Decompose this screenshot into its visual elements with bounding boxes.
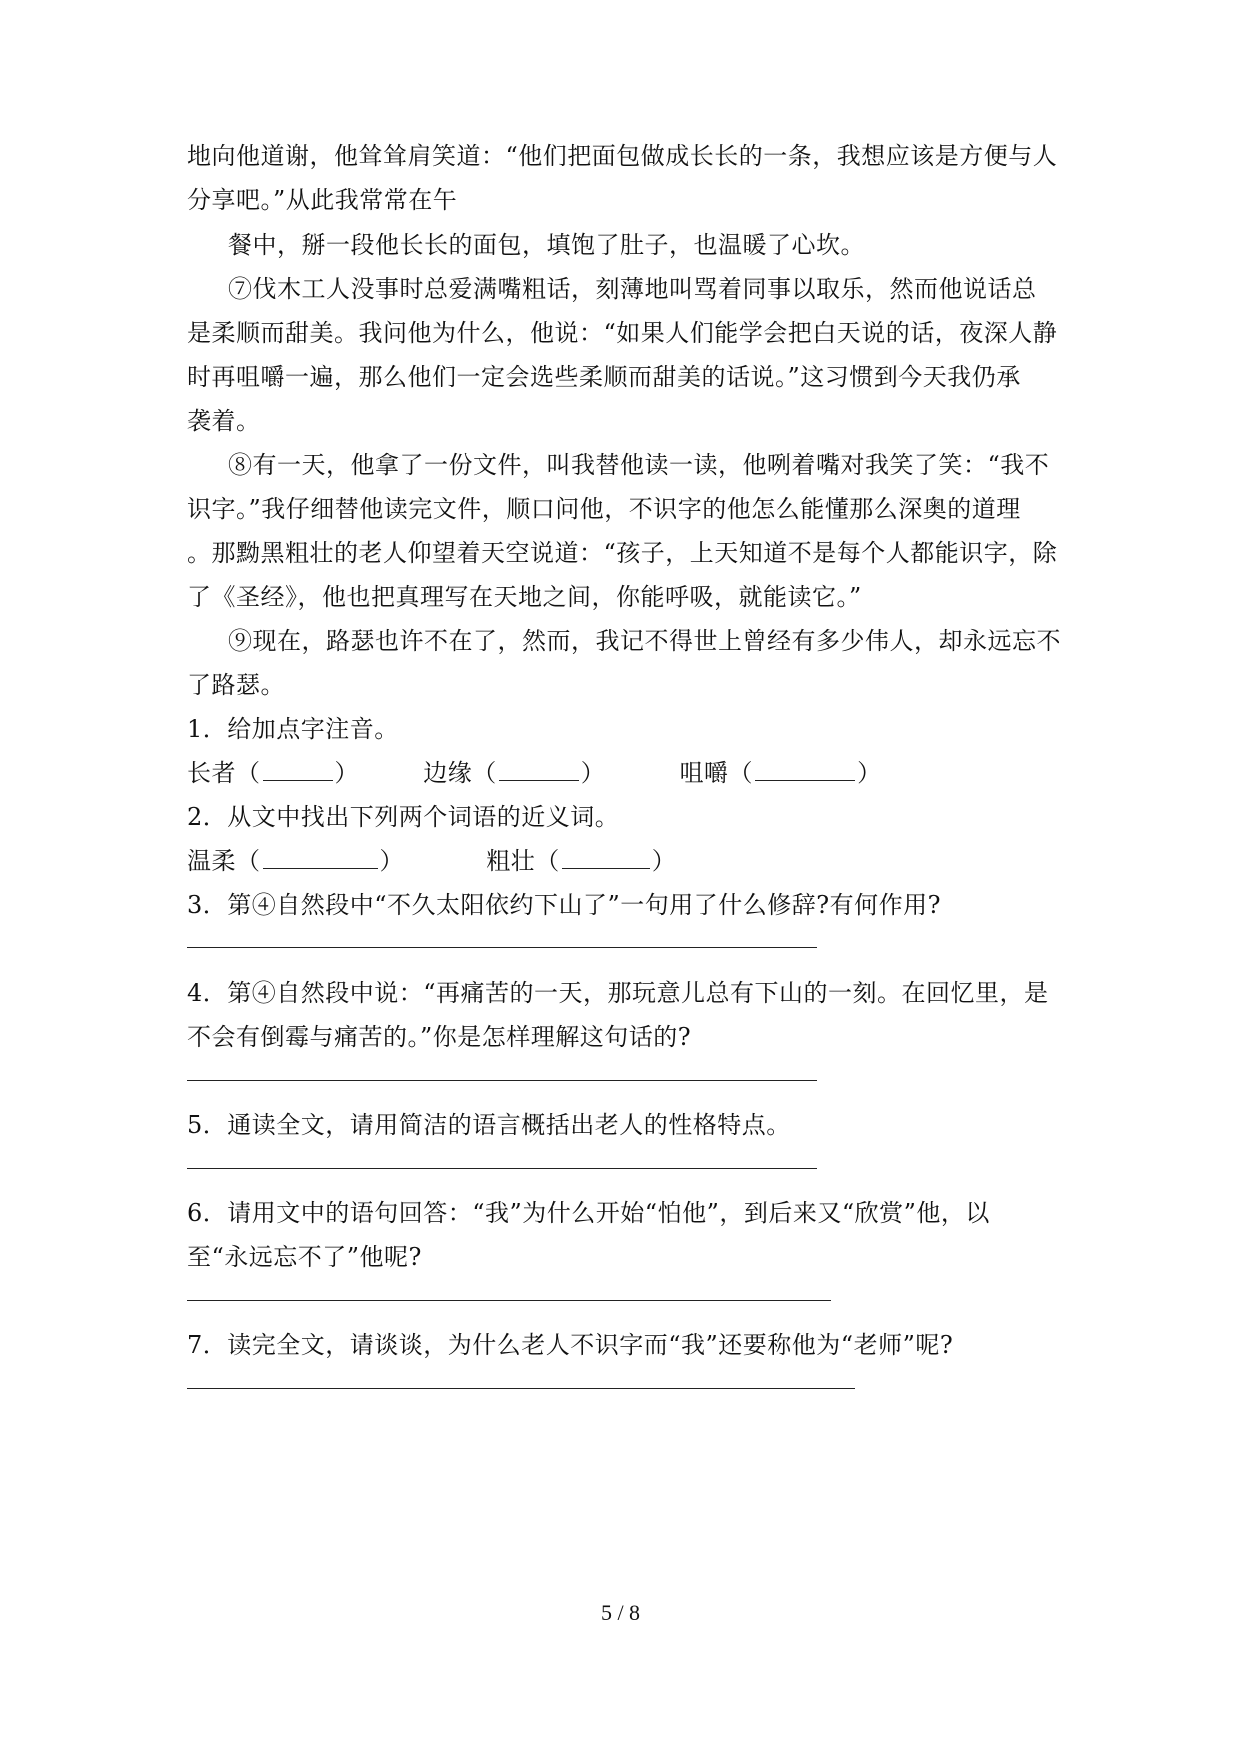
paragraph-9-line: ⑨现在，路瑟也许不在了，然而，我记不得世上曾经有多少伟人，却永远忘不: [228, 627, 1061, 655]
question-3-title: 3．第④自然段中“不久太阳依约下山了”一句用了什么修辞?有何作用?: [187, 891, 942, 919]
answer-line-q5[interactable]: [187, 1168, 817, 1169]
passage-line: 袭着。: [187, 407, 261, 435]
passage-line: 了路瑟。: [187, 671, 285, 699]
page-number: 5 / 8: [600, 1600, 641, 1625]
q2-item-1-word: 温柔（: [187, 847, 261, 875]
q1-item-1-word: 长者（: [187, 759, 261, 787]
question-1-title: 1．给加点字注音。: [187, 715, 399, 743]
answer-line-q7[interactable]: [187, 1388, 855, 1389]
passage-line: 是柔顺而甜美。我问他为什么，他说：“如果人们能学会把白天说的话，夜深人静: [187, 319, 1058, 347]
q2-item-1-close: ）: [379, 847, 404, 875]
paragraph-7-line: ⑦伐木工人没事时总爱满嘴粗话，刻薄地叫骂着同事以取乐，然而他说话总: [228, 275, 1037, 303]
answer-line-q6[interactable]: [187, 1300, 831, 1301]
answer-line-q4[interactable]: [187, 1080, 817, 1081]
q1-item-3-word: 咀嚼（: [679, 759, 754, 787]
question-7-title: 7．读完全文，请谈谈，为什么老人不识字而“我”还要称他为“老师”呢?: [187, 1331, 954, 1359]
q1-item-1-close: ）: [334, 759, 359, 787]
q2-item-2-close: ）: [651, 847, 677, 875]
question-2-title: 2．从文中找出下列两个词语的近义词。: [187, 803, 620, 831]
passage-line: 了《圣经》，他也把真理写在天地之间，你能呼吸，就能读它。”: [187, 583, 862, 611]
passage-line: 时再咀嚼一遍，那么他们一定会选些柔顺而甜美的话说。”这习惯到今天我仍承: [187, 363, 1021, 391]
question-4-line-2: 不会有倒霉与痛苦的。”你是怎样理解这句话的?: [187, 1023, 692, 1051]
paragraph-8-line: ⑧有一天，他拿了一份文件，叫我替他读一读，他咧着嘴对我笑了笑：“我不: [228, 451, 1050, 479]
q1-item-2-word: 边缘（: [423, 759, 497, 787]
question-4-line-1: 4．第④自然段中说：“再痛苦的一天，那玩意儿总有下山的一刻。在回忆里，是: [187, 979, 1049, 1007]
answer-line-q3[interactable]: [187, 947, 817, 948]
question-6-line-2: 至“永远忘不了”他呢?: [187, 1243, 422, 1271]
q1-item-3-blank[interactable]: [755, 758, 855, 781]
passage-line: 餐中，掰一段他长长的面包，填饱了肚子，也温暖了心坎。: [228, 231, 865, 259]
question-5-title: 5．通读全文，请用简洁的语言概括出老人的性格特点。: [187, 1111, 791, 1139]
q2-item-1-blank[interactable]: [263, 846, 378, 869]
q1-item-1-blank[interactable]: [263, 758, 333, 781]
question-2-items: [187, 845, 1057, 877]
q2-item-2-blank[interactable]: [562, 846, 650, 869]
q1-item-2-blank[interactable]: [499, 758, 579, 781]
passage-line: 分享吧。”从此我常常在午: [187, 186, 458, 214]
question-6-line-1: 6．请用文中的语句回答：“我”为什么开始“怕他”，到后来又“欣赏”他，以: [187, 1199, 990, 1227]
passage-line: 地向他道谢，他耸耸肩笑道：“他们把面包做成长长的一条，我想应该是方便与人: [187, 142, 1058, 170]
q1-item-3-close: ）: [857, 759, 882, 787]
q1-item-2-close: ）: [580, 759, 606, 787]
passage-line: 。那黝黑粗壮的老人仰望着天空说道：“孩子，上天知道不是每个人都能识字，除: [187, 539, 1058, 567]
q2-item-2-word: 粗壮（: [486, 847, 560, 875]
question-1-items: [187, 757, 1057, 789]
passage-line: 识字。”我仔细替他读完文件，顺口问他，不识字的他怎么能懂那么深奥的道理: [187, 495, 1021, 523]
